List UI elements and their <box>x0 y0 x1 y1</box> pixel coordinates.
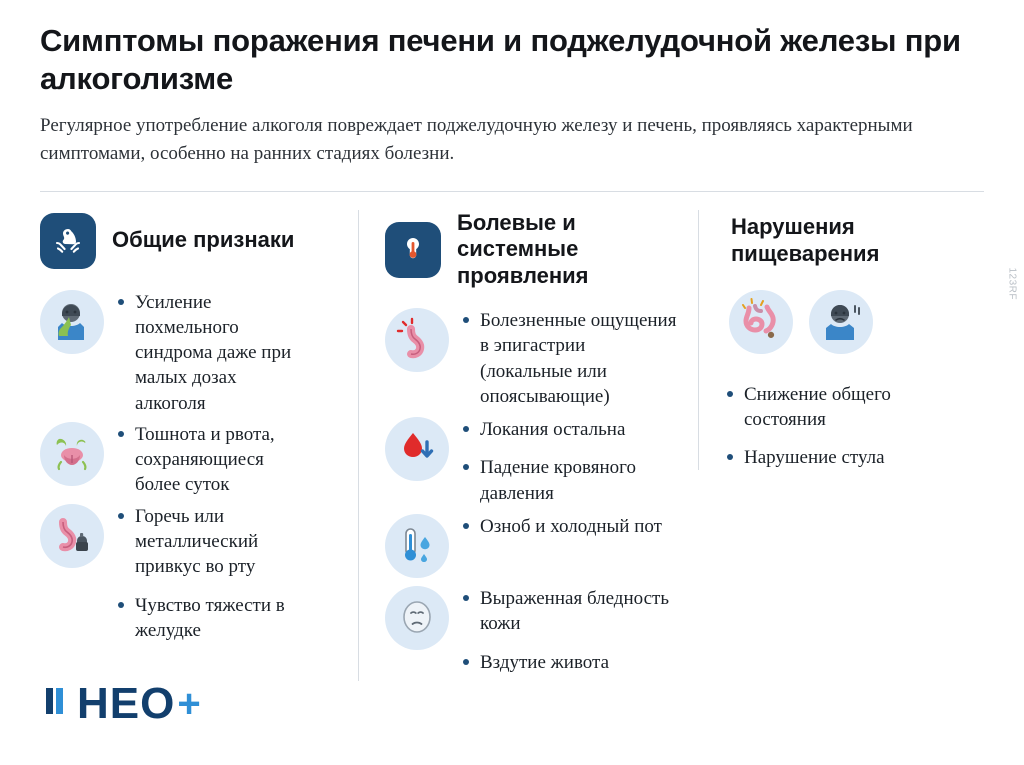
column-header <box>385 210 680 290</box>
symptom-group <box>40 420 340 498</box>
intestines-icon <box>729 290 793 354</box>
vomiting-person-icon <box>40 290 104 354</box>
tongue-taste-icon <box>40 422 104 486</box>
stomach-weight-icon <box>40 504 104 568</box>
list-item: Падение кровяного давления <box>463 455 678 506</box>
list-item: Вздутие живота <box>463 650 678 675</box>
symptom-list <box>118 420 308 498</box>
list-item: Болезненные ощущения в эпигастрии (локальные или опоясывающие) <box>463 308 678 409</box>
column-pain-systemic <box>358 210 698 681</box>
symptom-group <box>385 512 680 578</box>
stomach-pain-icon <box>385 308 449 372</box>
logo-plus: + <box>177 681 202 726</box>
symptom-list <box>118 288 308 416</box>
list-item: Чувство тяжести в желудке <box>118 593 308 644</box>
list-item: Тошнота и рвота, сохраняющиеся более суток <box>118 422 308 498</box>
header-divider <box>40 191 984 192</box>
symptom-list <box>463 584 678 675</box>
symptom-groups <box>385 306 680 675</box>
column-title: Нарушения пищеварения <box>731 213 880 266</box>
column-header <box>727 210 984 272</box>
symptom-list <box>463 512 678 539</box>
column-header <box>40 210 340 272</box>
blood-drop-down-icon <box>385 417 449 481</box>
logo-bars-icon <box>46 679 72 729</box>
logo-text: НЕО <box>77 679 176 728</box>
symptom-group <box>40 288 340 416</box>
column-title: Общие признаки <box>112 227 295 253</box>
page-title: Симптомы поражения печени и поджелудочной железы при алкоголизме <box>40 23 961 96</box>
pale-face-icon <box>385 586 449 650</box>
brand-logo <box>46 679 202 729</box>
symptom-group <box>385 306 680 409</box>
symptom-group <box>40 502 340 643</box>
column-title: Болевые и системные проявления <box>457 209 589 289</box>
list-item: Усиление похмельного синдрома даже при малых дозах алкоголя <box>118 290 308 416</box>
footer-band <box>0 743 1024 765</box>
column-general-signs <box>40 210 358 647</box>
thermometer-pain-icon <box>385 222 441 278</box>
list-item: Озноб и холодный пот <box>463 514 678 539</box>
symptom-list <box>463 415 678 506</box>
symptom-groups <box>40 288 340 643</box>
list-item: Выраженная бледность кожи <box>463 586 678 637</box>
content-columns <box>40 210 984 681</box>
list-item: Нарушение стула <box>727 445 967 470</box>
list-item: Снижение общего состояния <box>727 382 967 433</box>
list-item: Локания остальна <box>463 417 678 442</box>
liver-in-hands-icon <box>40 213 96 269</box>
page-subtitle: Регулярное употребление алкоголя повреждает поджелудочную железу и печень, проявляясь характерными симптомами, особенно на ранних стадиях болезни. <box>40 114 913 165</box>
column-digestion-disorders <box>698 210 984 471</box>
symptom-group <box>385 584 680 675</box>
sick-person-icon <box>809 290 873 354</box>
symptom-list <box>727 380 967 471</box>
symptom-list <box>118 502 308 643</box>
illustration-pair <box>727 288 984 354</box>
symptom-group <box>385 415 680 506</box>
thermometer-cold-icon <box>385 514 449 578</box>
list-item: Горечь или металлический привкус во рту <box>118 504 308 580</box>
symptom-list <box>463 306 678 409</box>
watermark: 123RF <box>1007 267 1018 300</box>
